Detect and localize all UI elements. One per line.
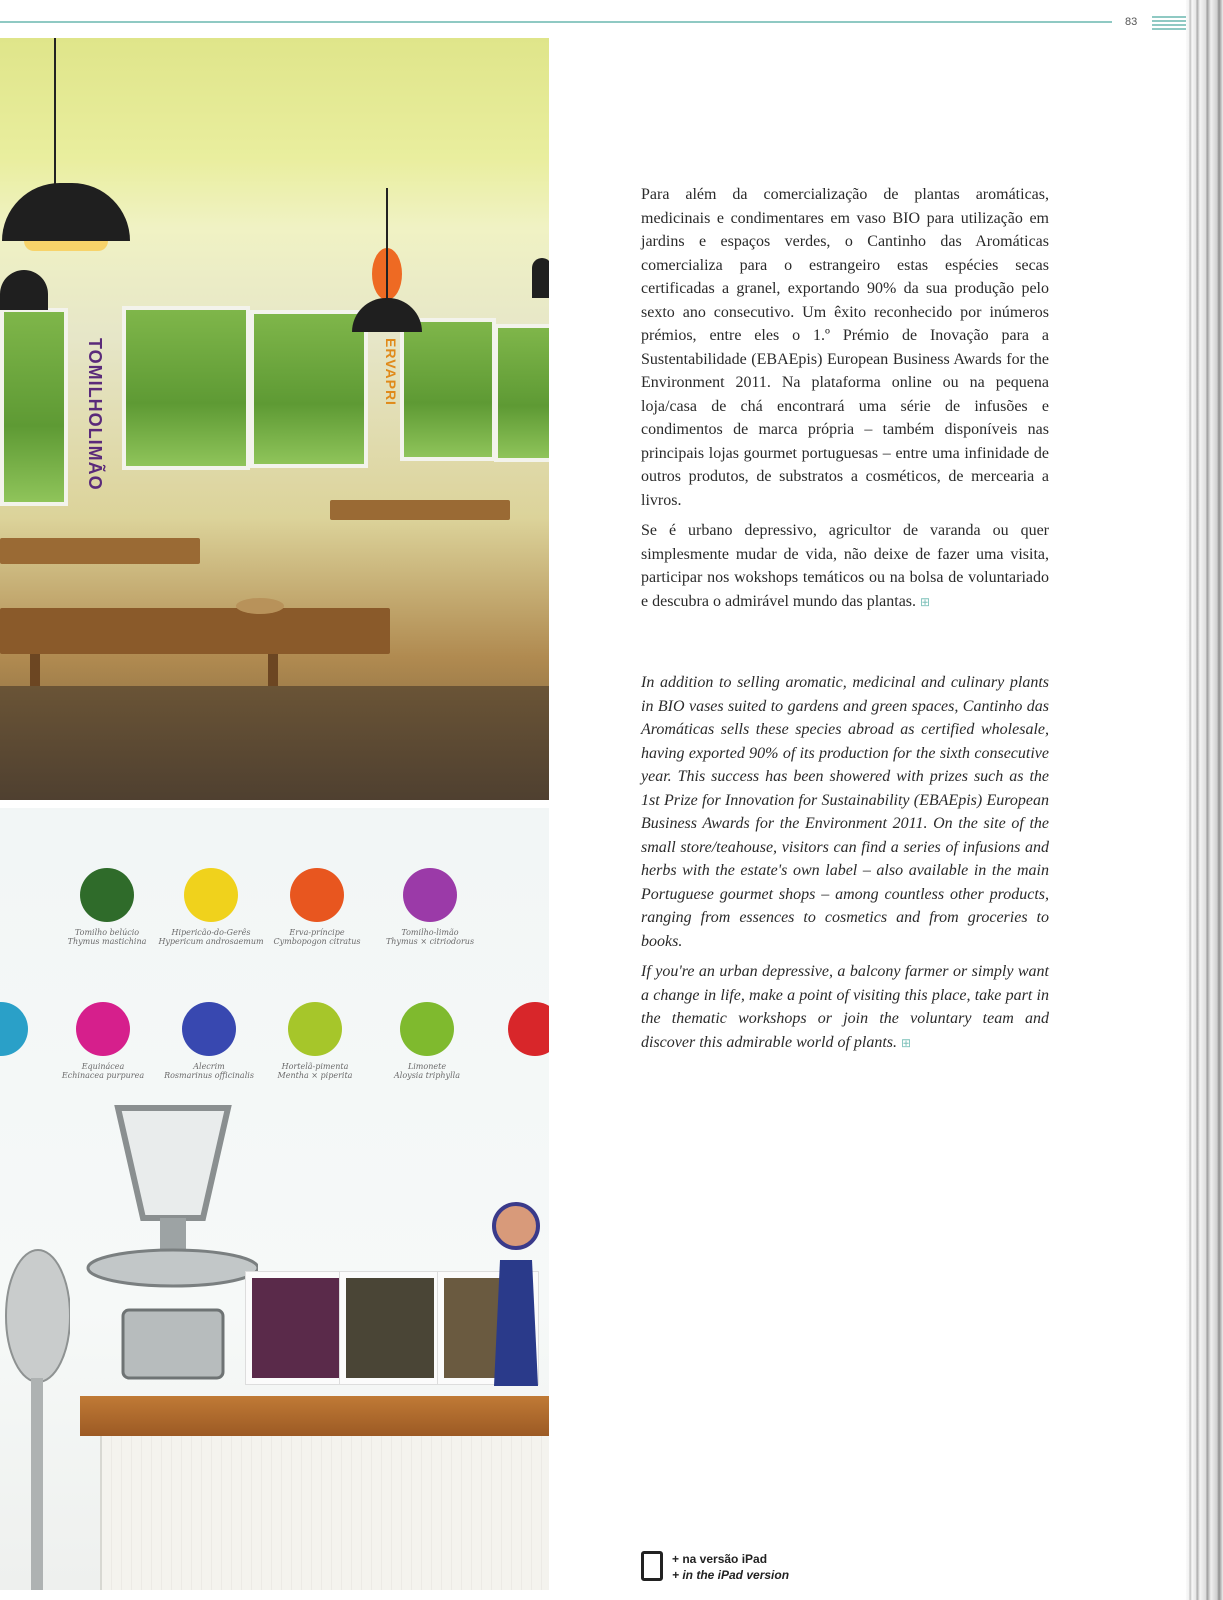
herb-icon	[508, 1002, 549, 1056]
window	[122, 306, 250, 470]
header-rule	[0, 21, 1112, 23]
cafe-table	[0, 538, 200, 564]
window	[250, 310, 368, 468]
book-page-edges	[1186, 0, 1223, 1600]
figurine	[488, 1200, 544, 1390]
ipad-note	[672, 1551, 789, 1583]
herb-label: Hipericão-do-Gerês Hypericum androsaemum	[158, 928, 264, 946]
article-portuguese	[641, 183, 1049, 621]
pendant-lamp	[532, 258, 549, 298]
herb-label: Limonete Aloysia triphylla	[394, 1062, 460, 1080]
paragraph: In addition to selling aromatic, medicinal and culinary plants in BIO vases suited to gardens and green spaces, Cantinho das Aromáticas sells these species abroad as certified wholesale, having exported 90% of its production for the sixth consecutive year. This success has been showered with prizes such as the 1st Prize for Innovation for Sustainability (EBAEpis) European Business Awards for the Environment 2011. On the site of the small store/teahouse, visitors can find a series of infusions and herbs with the estate's own label – also available in the main Portuguese gourmet shops – among countless other products, ranging from essences to cosmetics and from groceries to books.	[641, 674, 1049, 950]
cafe-interior-photo	[0, 38, 549, 800]
cafe-table	[0, 608, 390, 654]
ipad-icon	[641, 1551, 663, 1581]
wooden-counter	[80, 1396, 549, 1436]
header-rule-stack	[1152, 16, 1186, 32]
herb-label: Erva-príncipe Cymbopogon citratus	[273, 928, 361, 946]
lamp-glow	[24, 241, 108, 251]
herb-icon	[80, 868, 134, 922]
herb-icon	[290, 868, 344, 922]
window	[400, 318, 496, 461]
pendant-lamp	[0, 270, 48, 310]
bowl	[236, 598, 284, 614]
sign-left: TOMILHOLIMÃO	[85, 338, 105, 491]
sign-right: ERVAPRI	[383, 338, 399, 406]
herb-label: Equinácea Echinacea purpurea	[61, 1062, 145, 1080]
herb-wall-photo	[0, 808, 549, 1590]
ipad-note-pt: + na versão iPad	[672, 1552, 768, 1566]
lamp-cord	[54, 38, 56, 188]
lamp-cord	[386, 188, 388, 300]
herb-label: Tomilho belúcio Thymus mastichina	[67, 928, 147, 946]
cafe-table	[330, 500, 510, 520]
floor	[0, 686, 549, 800]
paragraph: Para além da comercialização de plantas aromáticas, medicinais e condimentares em vaso BIO para utilização em jardins e espaços verdes, o Cantinho das Aromáticas comercializa para o estrangeiro estas espécies secas certificadas a granel, exportando 90% da sua produção pelo sexto ano consecutivo. Um êxito reconhecido por inúmeros prémios, entre eles o 1.º Prémio de Inovação para a Sustentabilidade (EBAEpis) European Business Awards for the Environment 2011. Na plataforma online ou na pequena loja/casa de chá encontrará uma série de infusões e condimentos de marca própria – também disponíveis nas principais lojas gourmet portuguesas – entre uma infinidade de outros produtos, de substratos a cosméticos, de mercearia a livros.	[641, 186, 1049, 509]
herb-icon	[182, 1002, 236, 1056]
herb-icon	[76, 1002, 130, 1056]
end-mark-icon: ⊞	[920, 594, 931, 609]
white-cabinet	[100, 1436, 549, 1590]
herb-icon	[403, 868, 457, 922]
herb-icon	[400, 1002, 454, 1056]
article-english	[641, 671, 1049, 1062]
end-mark-icon: ⊞	[901, 1035, 912, 1050]
pendant-lamp	[352, 298, 422, 332]
herb-label: Alecrim Rosmarinus officinalis	[164, 1062, 254, 1080]
kitchen-scale	[78, 1098, 258, 1398]
herb-icon	[0, 1002, 28, 1056]
herb-label: Hortelã-pimenta Mentha × piperita	[277, 1062, 353, 1080]
paragraph: If you're an urban depressive, a balcony farmer or simply want a change in life, make a point of visiting this place, take part in the thematic workshops or join the voluntary team and discover this admirable world of plants. ⊞	[641, 963, 1049, 1051]
window	[0, 308, 68, 506]
framed-seeds	[246, 1272, 346, 1384]
page-number: 83	[1125, 16, 1138, 28]
window	[494, 324, 549, 462]
framed-seeds	[340, 1272, 440, 1384]
pendant-lamp	[2, 183, 130, 241]
herb-icon	[288, 1002, 342, 1056]
herb-label: Tomilho-limão Thymus × citriodorus	[385, 928, 475, 946]
ipad-note-en: + in the iPad version	[672, 1568, 790, 1582]
spoon	[0, 1248, 70, 1590]
herb-icon	[184, 868, 238, 922]
paragraph: Se é urbano depressivo, agricultor de varanda ou quer simplesmente mudar de vida, não deixe de fazer uma visita, participar nos wokshops temáticos ou na bolsa de voluntariado e descubra o admirável mundo das plantas. ⊞	[641, 522, 1049, 610]
